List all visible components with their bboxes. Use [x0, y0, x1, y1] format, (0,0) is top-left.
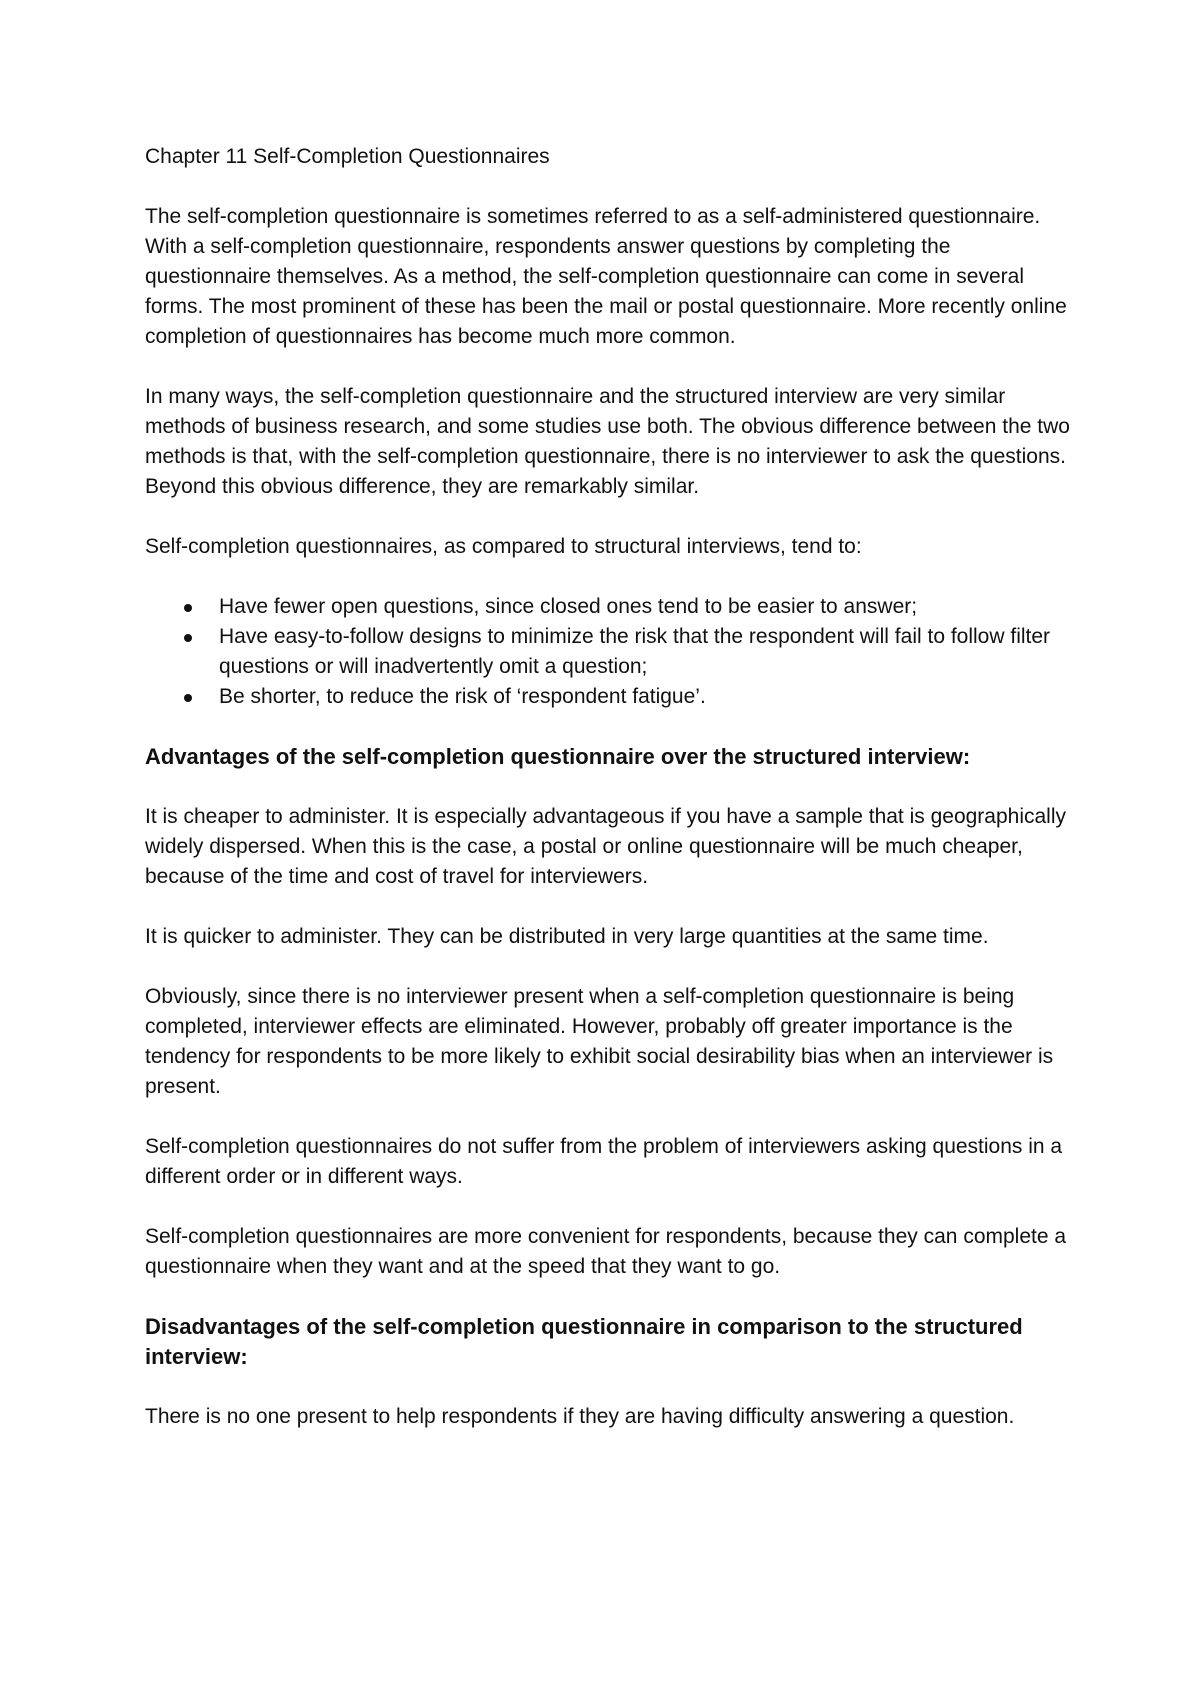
page-title: Chapter 11 Self-Completion Questionnaires — [145, 145, 550, 168]
advantages-heading: Advantages of the self-completion questionnaire over the structured interview: — [145, 744, 971, 769]
list-item — [219, 622, 1075, 682]
list-item — [219, 682, 1075, 712]
disadvantages-heading: Disadvantages of the self-completion questionnaire in comparison to the structured interview: — [145, 1314, 1023, 1369]
advantages-paragraph: It is cheaper to administer. It is especially advantageous if you have a sample that is geographically widely dispersed. When this is the case, a postal or online questionnaire will be much cheaper, because of the time and cost of travel for interviewers. — [145, 805, 1067, 888]
bullet-icon — [184, 694, 192, 702]
advantages-paragraph: Self-completion questionnaires are more convenient for respondents, because they can complete a questionnaire when they want and at the speed that they want to go. — [145, 1225, 1067, 1278]
intro-paragraph: In many ways, the self-completion questionnaire and the structured interview are very similar methods of business research, and some studies use both. The obvious difference between the two methods is that, with the self-completion questionnaire, there is no interviewer to ask the questions. Beyond this obvious difference, they are remarkably similar. — [145, 385, 1070, 498]
document-page — [145, 142, 1075, 1462]
intro-paragraph: Self-completion questionnaires, as compared to structural interviews, tend to: — [145, 535, 862, 558]
bullet-list — [145, 592, 1075, 712]
list-item-text: Have fewer open questions, since closed ones tend to be easier to answer; — [219, 595, 918, 618]
list-item — [219, 592, 1075, 622]
advantages-paragraph: Obviously, since there is no interviewer present when a self-completion questionnaire is being completed, interviewer effects are eliminated. However, probably off greater importance is the tendency for respondents to be more likely to exhibit social desirability bias when an interviewer is present. — [145, 985, 1054, 1098]
list-item-text: Be shorter, to reduce the risk of ‘respondent fatigue’. — [219, 685, 706, 708]
bullet-icon — [184, 604, 192, 612]
advantages-paragraph: Self-completion questionnaires do not suffer from the problem of interviewers asking questions in a different order or in different ways. — [145, 1135, 1063, 1188]
intro-paragraph: The self-completion questionnaire is sometimes referred to as a self-administered questionnaire. With a self-completion questionnaire, respondents answer questions by completing the questionnaire themselves. As a method, the self-completion questionnaire can come in several forms. The most prominent of these has been the mail or postal questionnaire. More recently online completion of questionnaires has become much more common. — [145, 205, 1067, 348]
disadvantages-paragraph: There is no one present to help respondents if they are having difficulty answering a question. — [145, 1405, 1015, 1428]
advantages-paragraph: It is quicker to administer. They can be distributed in very large quantities at the same time. — [145, 925, 989, 948]
bullet-icon — [184, 634, 192, 642]
list-item-text: Have easy-to-follow designs to minimize the risk that the respondent will fail to follow filter questions or will inadvertently omit a question; — [219, 625, 1051, 678]
